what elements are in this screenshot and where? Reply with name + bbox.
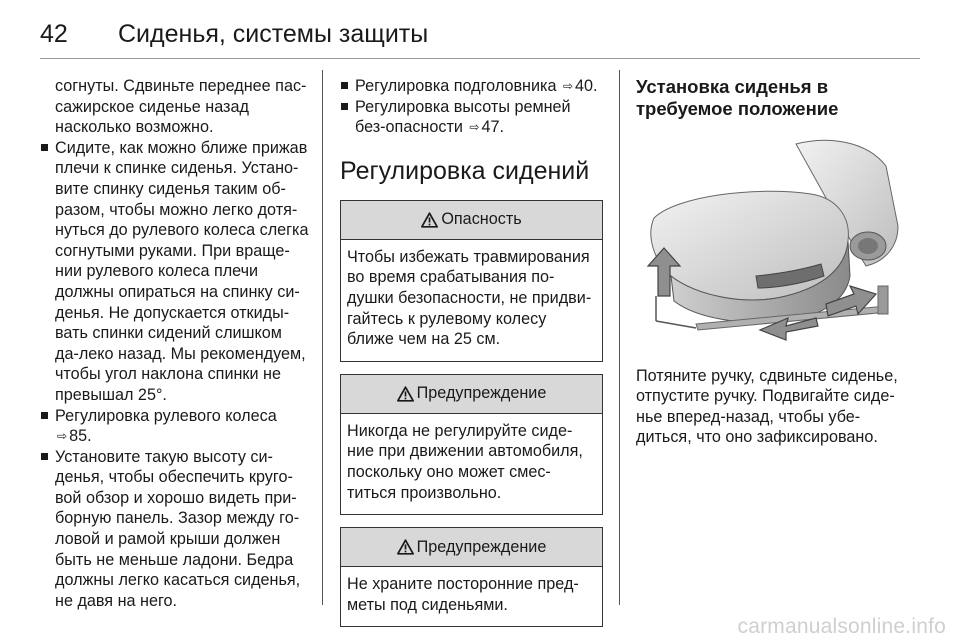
section-heading: Регулировка сидений bbox=[340, 156, 590, 185]
warning-triangle-icon bbox=[397, 539, 414, 555]
page-header bbox=[40, 14, 428, 54]
bullet-item bbox=[40, 138, 310, 406]
column-divider-1 bbox=[322, 70, 323, 605]
box-header bbox=[341, 375, 602, 414]
box-header bbox=[341, 528, 602, 567]
bullet-text: Регулировка подголовника bbox=[355, 77, 557, 95]
page-ref-link[interactable]: 85. bbox=[69, 427, 92, 446]
seat-adjustment-illustration bbox=[636, 136, 904, 346]
column-divider-2 bbox=[619, 70, 620, 605]
bullet-text: Сидите, как можно ближе прижав плечи к спинке сиденья. Устано-вите спинку сиденья таким об-разом, чтобы можно легко дотя-нуться до рулевого колеса слегка согнутыми руками. При враще-нии рулевого колеса плечи должны опираться на спинку си-денья. Не допускается откиды-вать спинки сидений слишком да-леко назад. Мы рекомендуем, чтобы угол наклона спинки не превышал 25°. bbox=[55, 138, 309, 404]
box-body: Чтобы избежать травмирования во время срабатывания по-душки безопасности, не придви-гайтесь к рулевому колесу ближе чем на 25 см. bbox=[347, 247, 592, 349]
page-ref-link[interactable]: 40. bbox=[575, 77, 598, 95]
box-title: Предупреждение bbox=[416, 384, 547, 403]
column-2 bbox=[340, 76, 603, 639]
warning-triangle-icon bbox=[397, 386, 414, 402]
header-divider bbox=[40, 58, 920, 59]
page-ref-arrow-icon: ⇨ bbox=[57, 429, 68, 444]
subsection-heading: Установка сиденья в требуемое положение bbox=[636, 76, 839, 119]
instruction-paragraph: Потяните ручку, сдвиньте сиденье, отпустите ручку. Подвигайте сиде-нье вперед-назад, чтобы убе-диться, что оно зафиксировано. bbox=[636, 366, 898, 447]
section-title: Сиденья, системы защиты bbox=[118, 19, 429, 48]
bullet-item bbox=[340, 97, 603, 138]
continuation-paragraph: согнуты. Сдвиньте переднее пас-сажирское сиденье назад насколько возможно. bbox=[55, 77, 307, 137]
box-header bbox=[341, 201, 602, 240]
bullet-text: Регулировка рулевого колеса bbox=[55, 406, 277, 425]
bullet-item bbox=[340, 76, 603, 97]
page-ref-arrow-icon: ⇨ bbox=[469, 120, 480, 135]
warning-box bbox=[340, 527, 603, 627]
warning-triangle-icon bbox=[421, 212, 438, 228]
bullet-item bbox=[40, 447, 310, 612]
column-1 bbox=[40, 76, 310, 611]
bullet-text: Регулировка высоты ремней без-опасности bbox=[355, 97, 571, 137]
box-body: Не храните посторонние пред-меты под сиденьями. bbox=[347, 575, 579, 614]
column-3 bbox=[636, 76, 906, 448]
page-ref-arrow-icon: ⇨ bbox=[562, 79, 574, 93]
bullet-item bbox=[40, 406, 310, 447]
warning-box bbox=[340, 374, 603, 515]
box-body: Никогда не регулируйте сиде-ние при движении автомобиля, поскольку оно может смес-титься произвольно. bbox=[347, 421, 583, 502]
danger-box bbox=[340, 200, 603, 362]
page-ref-link[interactable]: 47. bbox=[481, 118, 504, 137]
bullet-text: Установите такую высоту си-денья, чтобы обеспечить круго-вой обзор и хорошо видеть при-борную панель. Зазор между го-ловой и рамой крыши должен быть не меньше ладони. Бедра должны легко касаться сиденья, не давя на него. bbox=[55, 447, 301, 610]
page-number: 42 bbox=[40, 19, 68, 48]
watermark: carmanualsonline.info bbox=[737, 615, 946, 638]
box-title: Предупреждение bbox=[416, 537, 547, 556]
box-title: Опасность bbox=[441, 210, 522, 229]
